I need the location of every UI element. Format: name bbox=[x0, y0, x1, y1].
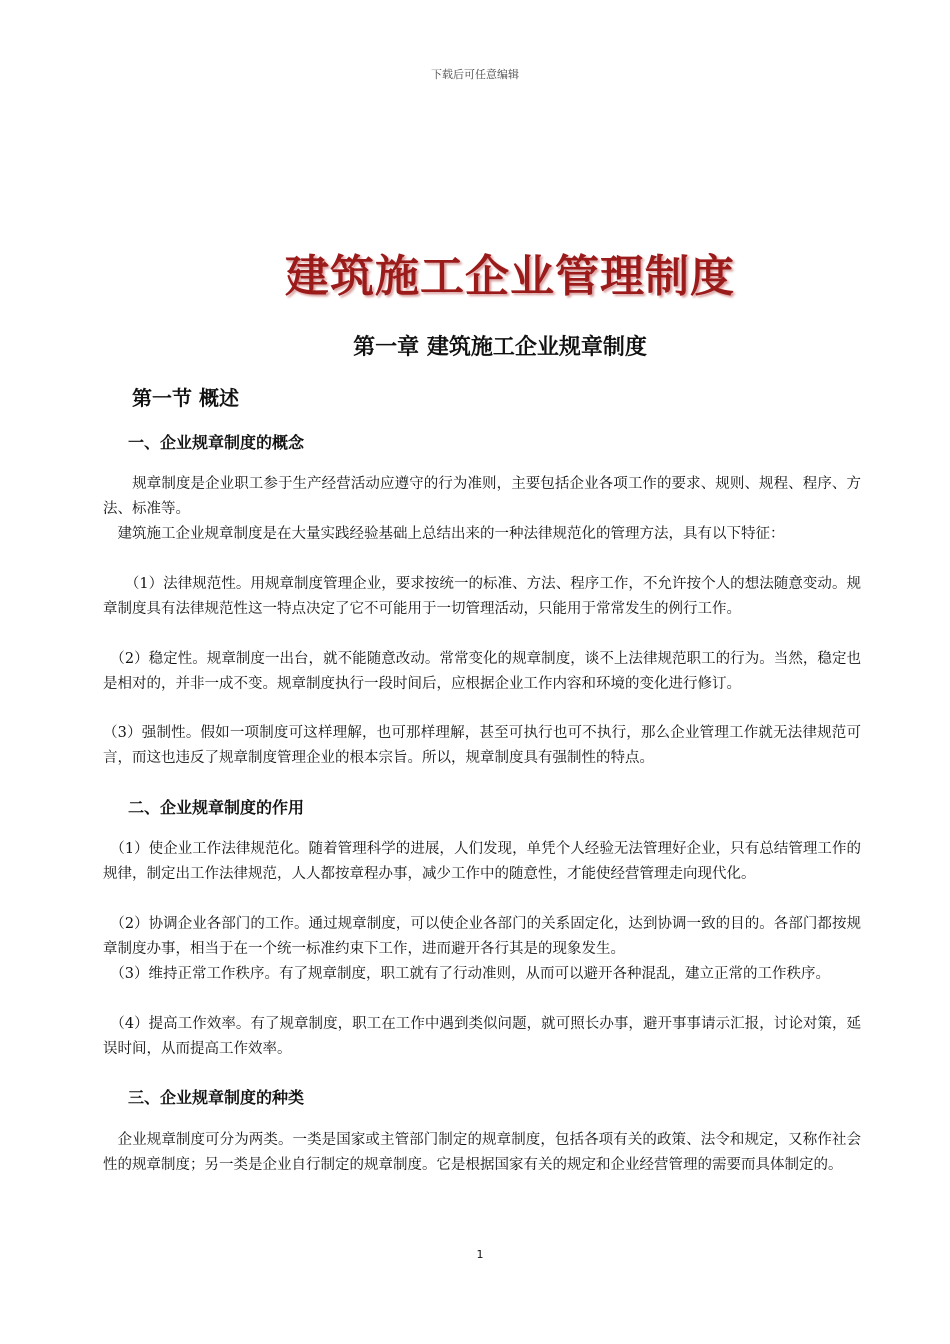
page-number: 1 bbox=[476, 1248, 484, 1261]
paragraph: （3）强制性。假如一项制度可这样理解，也可那样理解，甚至可执行也可不执行，那么企业管理工作就无法律规范可言，而这也违反了规章制度管理企业的根本宗旨。所以，规章制度具有强制性的特点。 bbox=[103, 725, 861, 766]
paragraph: （4）提高工作效率。有了规章制度，职工在工作中遇到类似问题，就可照长办事，避开事事请示汇报，讨论对策，延误时间，从而提高工作效率。 bbox=[103, 1016, 861, 1057]
header-note: 下载后可任意编辑 bbox=[431, 68, 519, 81]
paragraph: 企业规章制度可分为两类。一类是国家或主管部门制定的规章制度，包括各项有关的政策、法令和规定，又称作社会性的规章制度；另一类是企业自行制定的规章制度。它是根据国家有关的规定和企业经营管理的需要而具体制定的。 bbox=[103, 1132, 861, 1173]
paragraph: 规章制度是企业职工参于生产经营活动应遵守的行为准则，主要包括企业各项工作的要求、规则、规程、程序、方法、标准等。 bbox=[103, 476, 861, 517]
document-title: 建筑施工企业管理制度 bbox=[285, 251, 735, 302]
sub-heading-types: 三、企业规章制度的种类 bbox=[128, 1088, 305, 1107]
chapter-title: 第一章 建筑施工企业规章制度 bbox=[353, 335, 647, 360]
sub-heading-concept: 一、企业规章制度的概念 bbox=[128, 433, 305, 452]
paragraph: （3）维持正常工作秩序。有了规章制度，职工就有了行动准则，从而可以避开各种混乱，建立正常的工作秩序。 bbox=[103, 966, 830, 982]
paragraph: （2）稳定性。规章制度一出台，就不能随意改动。常常变化的规章制度，谈不上法律规范职工的行为。当然，稳定也是相对的，并非一成不变。规章制度执行一段时间后，应根据企业工作内容和环境的变化进行修订。 bbox=[103, 651, 861, 692]
paragraph: 建筑施工企业规章制度是在大量实践经验基础上总结出来的一种法律规范化的管理方法，具有以下特征： bbox=[103, 526, 785, 542]
sub-heading-role: 二、企业规章制度的作用 bbox=[128, 798, 305, 817]
paragraph: （2）协调企业各部门的工作。通过规章制度，可以使企业各部门的关系固定化，达到协调一致的目的。各部门都按规章制度办事，相当于在一个统一标准约束下工作，进而避开各行其是的现象发生。 bbox=[103, 916, 861, 957]
paragraph: （1）法律规范性。用规章制度管理企业，要求按统一的标准、方法、程序工作，不允许按个人的想法随意变动。规章制度具有法律规范性这一特点决定了它不可能用于一切管理活动，只能用于常常发生的例行工作。 bbox=[103, 576, 861, 617]
paragraph: （1）使企业工作法律规范化。随着管理科学的进展，人们发现，单凭个人经验无法管理好企业，只有总结管理工作的规律，制定出工作法律规范，人人都按章程办事，减少工作中的随意性，才能使经营管理走向现代化。 bbox=[103, 841, 861, 882]
section-title: 第一节 概述 bbox=[132, 386, 239, 410]
